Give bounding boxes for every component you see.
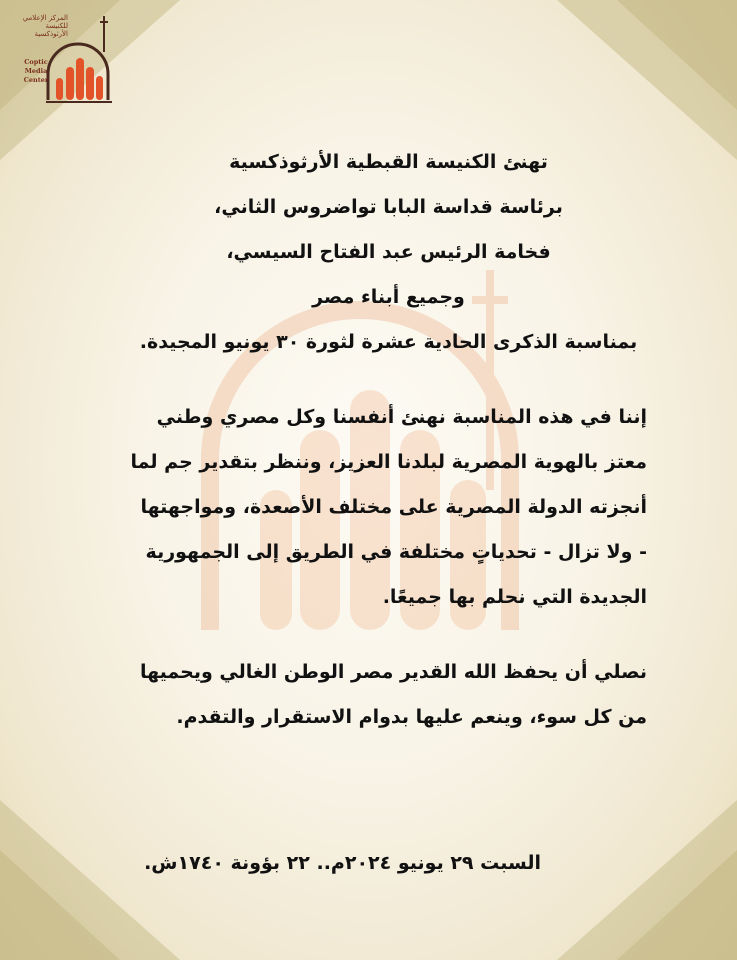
paragraph-line: معتز بالهوية المصرية لبلدنا العزيز، وننظر بتقدير جم لما [130, 451, 647, 473]
logo-arabic-text: المركز الإعلامي للكنيسة الأرثوذكسية [22, 14, 68, 38]
main-paragraph [110, 395, 667, 620]
prayer-line: نصلي أن يحفظ الله القدير مصر الوطن الغالي ويحميها [139, 661, 647, 683]
paragraph-line: إننا في هذه المناسبة نهنئ أنفسنا وكل مصري وطني [156, 406, 647, 428]
prayer-paragraph [110, 650, 667, 740]
logo-english-text [18, 58, 54, 85]
paragraph-line: - ولا تزال - تحدياتٍ مختلفة في الطريق إلى الجمهورية [145, 541, 647, 563]
greeting-line: تهنئ الكنيسة القبطية الأرثوذكسية [229, 151, 548, 173]
paragraph-line: الجديدة التي نحلم بها جميعًا. [382, 586, 647, 608]
prayer-line: من كل سوء، وينعم عليها بدوام الاستقرار والتقدم. [176, 706, 647, 728]
corner-fold-bottom-right [557, 800, 737, 960]
letter-body [110, 140, 667, 740]
date-line: السبت ٢٩ يونيو ٢٠٢٤م.. ٢٢ بؤونة ١٧٤٠ش. [144, 852, 541, 874]
corner-fold-bottom-left [0, 800, 180, 960]
greeting-line: برئاسة قداسة البابا تواضروس الثاني، [214, 196, 563, 218]
logo-word-center: Center [23, 76, 49, 84]
logo-word-coptic: Coptic [24, 58, 48, 66]
greeting-block [110, 140, 667, 365]
greeting-line: بمناسبة الذكرى الحادية عشرة لثورة ٣٠ يونيو المجيدة. [139, 331, 638, 353]
greeting-line: فخامة الرئيس عبد الفتاح السيسي، [226, 241, 551, 263]
paragraph-line: أنجزته الدولة المصرية على مختلف الأصعدة، ومواجهتها [140, 496, 647, 518]
logo-word-media: Media [24, 67, 48, 75]
corner-fold-top-right [557, 0, 737, 160]
greeting-line: وجميع أبناء مصر [312, 286, 465, 308]
